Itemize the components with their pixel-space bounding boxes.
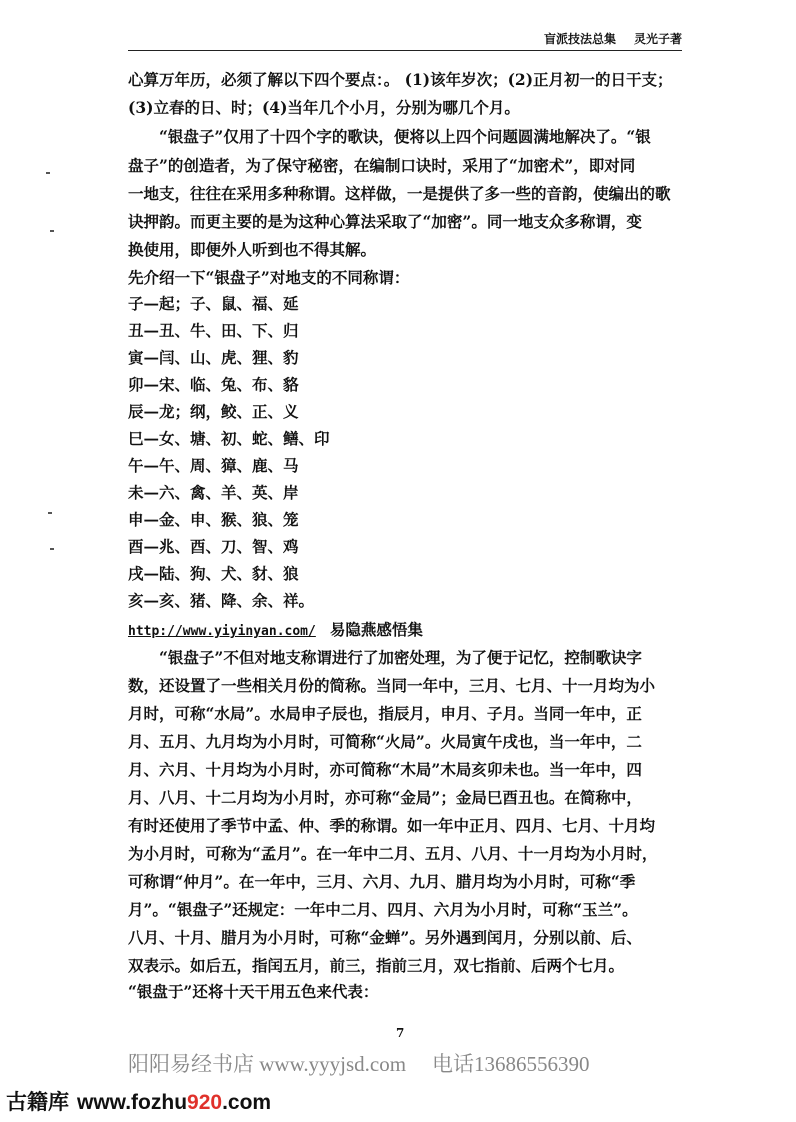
scan-speck (50, 230, 54, 232)
text-line: 可称谓“仲月”。在一年中，三月、六月、九月、腊月均为小月时，可称“季 (128, 872, 636, 891)
branch-list-item: 酉—兆、酉、刀、智、鸡 (128, 537, 299, 556)
text-line: 月”。“银盘子”还规定：一年中二月、四月、六月为小月时，可称“玉兰”。 (128, 900, 638, 919)
text-line: 一地支，往往在采用多种称谓。这样做，一是提供了多一些的音韵，使编出的歌 (128, 184, 671, 203)
text-line: 八月、十月、腊月为小月时，可称“金蝉”。另外遇到闰月，分别以前、后、 (128, 928, 642, 947)
text-line: 月、五月、九月均为小月时，可简称“火局”。火局寅午戌也，当一年中，二 (128, 732, 642, 751)
branch-list-item: 亥—亥、猪、降、余、祥。 (128, 591, 315, 610)
header-author: 灵光子著 (633, 32, 682, 46)
shop-watermark (128, 1048, 590, 1078)
branch-list-item: 子—起；子、鼠、福、延 (128, 294, 299, 313)
scan-speck (50, 548, 54, 550)
text-line: 盘子”的创造者，为了保守秘密，在编制口诀时，采用了“加密术”，即对同 (128, 156, 636, 175)
text-line: 为小月时，可称为“孟月”。在一年中二月、五月、八月、十一月均为小月时， (128, 844, 658, 863)
text-line: 换使用，即便外人听到也不得其解。 (128, 240, 377, 259)
branch-list-item: 寅—闫、山、虎、狸、豹 (128, 348, 299, 367)
header-book-title: 盲派技法总集 (543, 32, 616, 46)
source-note: 易隐燕感悟集 (329, 620, 423, 639)
branch-list-item: 戌—陆、狗、犬、豺、狼 (128, 564, 299, 583)
text-line: 月时，可称“水局”。水局申子辰也，指辰月，申月、子月。当同一年中，正 (128, 704, 642, 723)
shop-name-url: 阳阳易经书店 www.yyyjsd.com (128, 1052, 407, 1076)
site-url-part: www.fozhu (77, 1091, 188, 1114)
text-line: “银盘子”仅用了十四个字的歌诀，便将以上四个问题圆满地解决了。“银 (159, 127, 651, 146)
site-url-number: 920 (187, 1091, 223, 1114)
text-line: 诀押韵。而更主要的是为这种心算法采取了“加密”。同一地支众多称谓，变 (128, 212, 642, 231)
text-line: (3)立春的日、时；(4)当年几个小月，分别为哪几个月。 (128, 98, 520, 117)
text-line: 月、八月、十二月均为小月时，亦可称“金局”；金局巳酉丑也。在简称中， (128, 788, 642, 807)
text-line: “银盘于”还将十天干用五色来代表： (128, 982, 379, 1001)
branch-list-item: 巳—女、塘、初、蛇、鳝、印 (128, 429, 330, 448)
text-line: 双表示。如后五，指闰五月，前三，指前三月，双七指前、后两个七月。 (128, 956, 625, 975)
page-number: 7 (396, 1026, 405, 1040)
branch-list-item: 未—六、禽、羊、英、岸 (128, 483, 299, 502)
source-link[interactable]: http://www.yiyinyan.com/ (128, 624, 316, 639)
scan-speck (46, 172, 50, 174)
branch-list-item: 辰—龙；纲，鲛、正、义 (128, 402, 299, 421)
branch-list-item: 卯—宋、临、兔、布、貉 (128, 375, 299, 394)
shop-phone: 电话13686556390 (432, 1052, 590, 1076)
text-line: 数，还设置了一些相关月份的简称。当同一年中，三月、七月、十一月均为小 (128, 676, 656, 695)
site-watermark (6, 1086, 271, 1116)
text-line: 月、六月、十月均为小月时，亦可简称“木局”木局亥卯未也。当一年中，四 (128, 760, 642, 779)
text-line: 有时还使用了季节中孟、仲、季的称谓。如一年中正月、四月、七月、十月均 (128, 816, 656, 835)
text-line: “银盘子”不但对地支称谓进行了加密处理，为了便于记忆，控制歌诀字 (159, 648, 642, 667)
url-line (128, 620, 423, 642)
branch-list-item: 申—金、申、猴、狼、笼 (128, 510, 299, 529)
branch-list-item: 丑—丑、牛、田、下、归 (128, 321, 299, 340)
site-url-suffix: .com (222, 1091, 272, 1114)
scan-speck (48, 512, 52, 514)
branch-list-item: 午—午、周、獐、鹿、马 (128, 456, 299, 475)
site-name: 古籍库 (6, 1091, 69, 1114)
page-header (128, 30, 682, 51)
text-line: 心算万年历，必须了解以下四个要点：。 (1)该年岁次；(2)正月初一的日干支； (128, 70, 673, 89)
text-line: 先介绍一下“银盘子”对地支的不同称谓： (128, 268, 410, 287)
